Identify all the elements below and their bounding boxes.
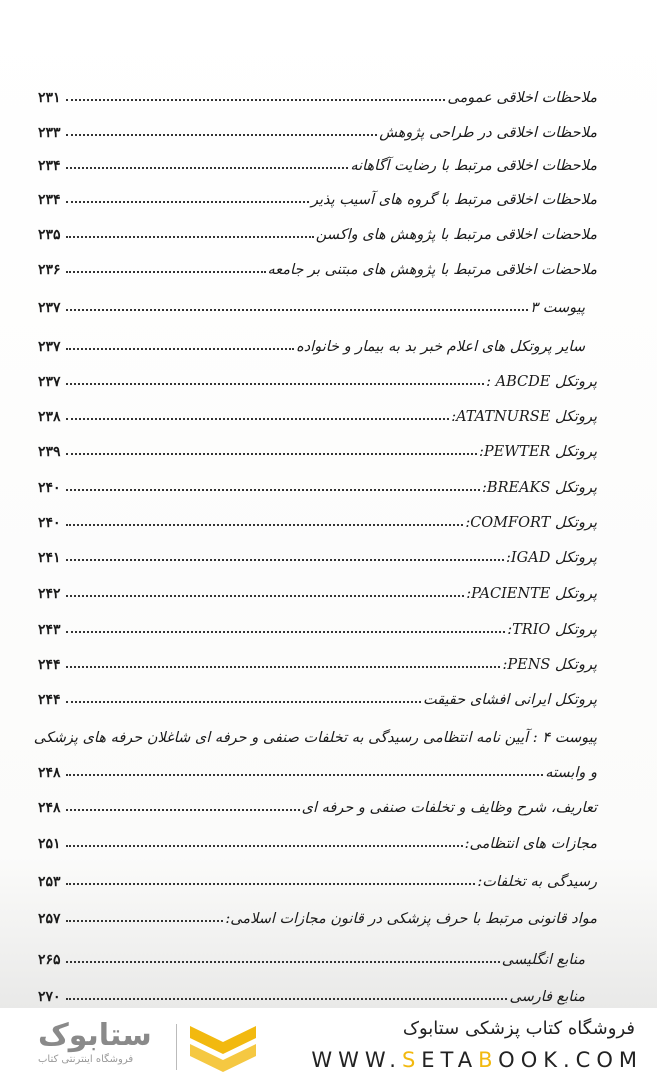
toc-page-number: ۲۳۷ — [38, 339, 61, 355]
toc-entry-title: سایر پروتکل های اعلام خبر بد به بیمار و خانواده — [296, 339, 585, 355]
dot-leader — [66, 348, 294, 350]
toc-entry — [38, 866, 597, 890]
toc-entry — [38, 184, 597, 208]
dot-leader — [66, 524, 463, 526]
dot-leader — [66, 383, 484, 385]
toc-entry — [38, 292, 585, 316]
toc-page-number: ۲۳۳ — [38, 125, 61, 141]
toc-page-number: ۲۳۴ — [38, 158, 61, 174]
dot-leader — [66, 236, 314, 238]
store-url[interactable] — [311, 1048, 643, 1072]
toc-entry-title: پروتکل PEWTER: — [479, 444, 597, 460]
toc-page-number: ۲۵۱ — [38, 836, 61, 852]
toc-entry — [38, 117, 597, 141]
store-name: فروشگاه کتاب پزشکی ستابوک — [402, 1018, 635, 1039]
toc-entry-title: پروتکل COMFORT: — [465, 515, 597, 531]
dot-leader — [66, 998, 507, 1000]
toc-entry-title: ملاحظات اخلاقی در طراحی پژوهش — [379, 125, 597, 141]
toc-entry-title: ملاحظات اخلاقی عمومی — [447, 90, 597, 106]
url-part: S — [401, 1048, 422, 1072]
toc-entry-title: رسیدگی به تخلفات: — [477, 874, 597, 890]
toc-entry-title: پروتکل ایرانی افشای حقیقت — [422, 692, 597, 708]
toc-page-number: ۲۴۴ — [38, 692, 61, 708]
toc-entry-title: پروتکل BREAKS: — [482, 480, 597, 496]
toc-entry — [38, 944, 585, 968]
logo-text: ستابوک — [38, 1018, 152, 1053]
toc-page-number: ۲۵۳ — [38, 874, 61, 890]
toc-entry-title: پیوست ۳ — [530, 300, 585, 316]
toc-entry — [38, 150, 597, 174]
toc-entry — [38, 649, 597, 673]
toc-page-number: ۲۳۷ — [38, 300, 61, 316]
toc-entry-title: مجازات های انتظامی: — [464, 836, 597, 852]
setabook-logo — [30, 1016, 260, 1074]
toc-entry — [38, 331, 585, 355]
toc-page-number: ۲۴۲ — [38, 586, 61, 602]
logo-divider — [176, 1024, 177, 1070]
toc-page-number: ۲۵۷ — [38, 911, 61, 927]
toc-entry — [38, 981, 585, 1005]
dot-leader — [66, 453, 477, 455]
toc-entry — [38, 828, 597, 852]
toc-entry-title: پروتکل PACIENTE: — [466, 586, 597, 602]
toc-page-number: ۲۴۸ — [38, 765, 61, 781]
toc-page-number: ۲۳۷ — [38, 374, 61, 390]
toc-page-number: ۲۴۴ — [38, 657, 61, 673]
toc-entry-title: مواد قانونی مرتبط با حرف پزشکی در قانون مجازات اسلامی: — [225, 911, 597, 927]
dot-leader — [66, 883, 475, 885]
toc-entry — [38, 366, 597, 390]
dot-leader — [66, 418, 449, 420]
toc-entry — [38, 578, 597, 602]
dot-leader — [66, 489, 480, 491]
toc-entry-title: پروتکل PENS: — [502, 657, 597, 673]
toc-page-number: ۲۳۹ — [38, 444, 61, 460]
toc-entry-title: پروتکل TRIO: — [507, 622, 597, 638]
toc-entry — [38, 507, 597, 531]
dot-leader — [66, 845, 463, 847]
dot-leader — [66, 961, 500, 963]
dot-leader — [66, 774, 543, 776]
dot-leader — [66, 631, 505, 633]
toc-page-number: ۲۳۸ — [38, 409, 61, 425]
toc-page-number: ۲۴۱ — [38, 550, 61, 566]
toc-page-number: ۲۷۰ — [38, 989, 61, 1005]
dot-leader — [66, 134, 377, 136]
url-part: ETA — [421, 1048, 479, 1072]
dot-leader — [66, 666, 500, 668]
dot-leader — [66, 309, 528, 311]
dot-leader — [66, 701, 421, 703]
dot-leader — [66, 201, 309, 203]
toc-entry — [38, 219, 597, 243]
toc-page-number: ۲۶۵ — [38, 952, 61, 968]
toc-entry-title: و وابسته — [545, 765, 597, 781]
toc-entry-title: منابع انگلیسی — [501, 952, 585, 968]
toc-entry-title: ملاحضات اخلاقی مرتبط با پژوهش های مبتنی بر جامعه — [267, 262, 597, 278]
toc-entry-title: ملاحظات اخلاقی مرتبط با رضایت آگاهانه — [350, 158, 597, 174]
dot-leader — [66, 920, 223, 922]
dot-leader — [66, 99, 445, 101]
toc-page-number: ۲۴۸ — [38, 800, 61, 816]
toc-wrapped-line: پیوست ۴ : آیین نامه انتظامی رسیدگی به تخلفات صنفی و حرفه ای شاغلان حرفه های پزشکی — [33, 730, 597, 746]
toc-entry-title: ملاحظات اخلاقی مرتبط با گروه های آسیب پذیر — [310, 192, 597, 208]
dot-leader — [66, 271, 266, 273]
toc-entry — [38, 82, 597, 106]
toc-page-number: ۲۴۳ — [38, 622, 61, 638]
toc-page-number: ۲۳۱ — [38, 90, 61, 106]
toc-entry — [38, 472, 597, 496]
toc-entry — [38, 254, 597, 278]
toc-entry — [38, 401, 597, 425]
watermark-footer — [0, 1008, 657, 1080]
toc-entry — [38, 614, 597, 638]
url-part: WWW. — [311, 1048, 402, 1072]
toc-entry — [38, 792, 597, 816]
dot-leader — [66, 595, 464, 597]
toc-entry — [38, 757, 597, 781]
toc-entry-title: تعاریف، شرح وظایف و تخلفات صنفی و حرفه ای — [301, 800, 597, 816]
url-part: OOK.COM — [498, 1048, 643, 1072]
toc-entry-title: ملاحضات اخلاقی مرتبط با پژوهش های واکسن — [315, 227, 597, 243]
dot-leader — [66, 809, 300, 811]
dot-leader — [66, 167, 348, 169]
toc-entry — [38, 436, 597, 460]
url-part: B — [478, 1048, 499, 1072]
toc-entry-title: پروتکل ATATNURSE: — [451, 409, 597, 425]
toc-entry — [38, 542, 597, 566]
toc-page-number: ۲۳۴ — [38, 192, 61, 208]
toc-page-number: ۲۴۰ — [38, 515, 61, 531]
chevron-logo-icon — [188, 1022, 258, 1072]
toc-entry-title: منابع فارسی — [509, 989, 585, 1005]
dot-leader — [66, 559, 504, 561]
toc-page-number: ۲۳۶ — [38, 262, 61, 278]
toc-page-number: ۲۳۵ — [38, 227, 61, 243]
toc-page-number: ۲۴۰ — [38, 480, 61, 496]
toc-entry-title: پروتکل IGAD: — [506, 550, 597, 566]
toc-entry — [38, 684, 597, 708]
logo-subtitle: فروشگاه اینترنتی کتاب — [38, 1054, 134, 1065]
toc-entry — [38, 903, 597, 927]
toc-entry-title: پروتکل ABCDE : — [486, 374, 597, 390]
